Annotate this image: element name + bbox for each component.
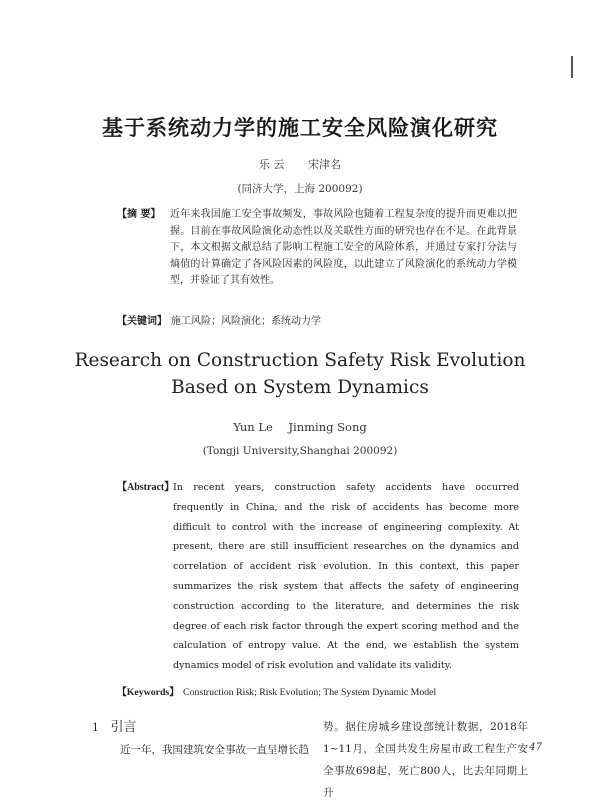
english-abstract (117, 478, 519, 676)
en-abstract-label: 【Abstract】 (117, 482, 175, 493)
english-affiliation: (Tongji University,Shanghai 200092) (202, 445, 398, 457)
cn-keywords-label: 【关键词】 (117, 316, 167, 327)
right-column-text: 势。据住房城乡建设部统计数据，2018年1~11月，全国共发生房屋市政工程生产安全事故698起，死亡800人，比去年同期上升 (323, 721, 528, 799)
chinese-title: 基于系统动力学的施工安全风险演化研究 (102, 115, 498, 140)
chinese-abstract (117, 207, 517, 290)
en-keywords-text: Construction Risk; Risk Evolution; The System Dynamic Model (183, 687, 437, 698)
cn-abstract-label: 【摘 要】 (117, 209, 161, 220)
chinese-affiliation: (同济大学，上海 200092) (237, 183, 363, 195)
section-number: 1 (92, 719, 99, 734)
english-authors (0, 420, 600, 434)
chinese-keywords (117, 312, 517, 327)
en-keywords-label: 【Keywords】 (117, 687, 180, 698)
english-keywords (117, 684, 537, 698)
section-title: 引言 (110, 720, 137, 735)
left-column-text: 近一年，我国建筑安全事故一直呈增长趋 (120, 744, 309, 756)
margin-mark (571, 56, 573, 78)
section-heading (92, 716, 137, 735)
chinese-authors (0, 156, 600, 172)
cn-keywords-text: 施工风险；风险演化；系统动力学 (171, 316, 321, 327)
cn-abstract-body: 近年来我国施工安全事故频发，事故风险也随着工程复杂度的提升而更难以把握。目前在事故风险演化动态性以及关联性方面的研究也存在不足。在此背景下，本文根据文献总结了影响工程施工安全的风险体系，并通过专家打分法与熵值的计算确定了各风险因素的风险度，以此建立了风险演化的系统动力学模型，并验证了其有效性。 (170, 209, 517, 287)
cn-author-2: 宋津名 (308, 158, 341, 171)
english-title (0, 347, 600, 401)
en-title-line-1: Research on Construction Safety Risk Evolution (74, 350, 526, 371)
page-number: 47 (529, 742, 542, 753)
cn-author-1: 乐 云 (259, 158, 285, 171)
en-title-line-2: Based on System Dynamics (171, 377, 429, 398)
en-author-2: Jinming Song (288, 420, 367, 434)
en-author-1: Yun Le (233, 420, 273, 434)
en-abstract-body: In recent years, construction safety accidents have occurred frequently in China, and the risk of accidents has become more difficult to control with the increase of engineering complexity. At present, there are still insufficient researches on the dynamics and correlation of accident risk evolution. In this context, this paper summarizes the risk system that affects the safety of engineering construction according to the literature, and determines the risk degree of each risk factor through the expert scoring method and the calculation of entropy value. At the end, we establish the system dynamics model of risk evolution and validate its validity. (173, 482, 519, 672)
